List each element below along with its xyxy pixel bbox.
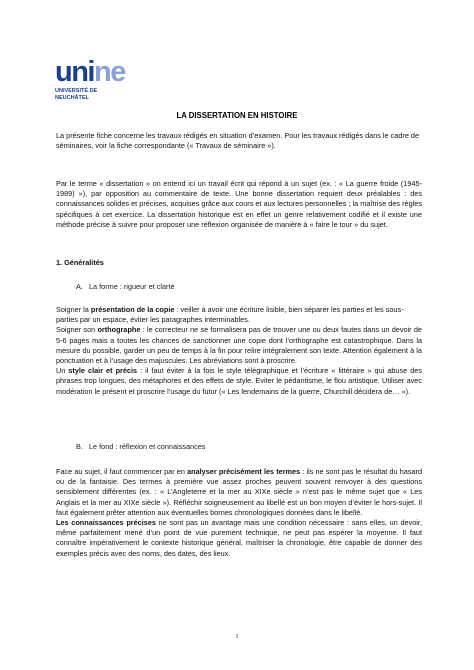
bold-term: analyser précisément les termes [187, 467, 301, 476]
bold-term: style clair et précis [68, 366, 138, 376]
page-number: 1 [235, 633, 239, 640]
text-run: Soigner son [56, 325, 98, 335]
text-run: : veiller à avoir une écriture lisible, bien séparer les parties et les sous-parties par un espace, éviter les paragraphes interminables. [56, 305, 404, 325]
logo-mark [55, 58, 135, 87]
text-run: Soigner la [56, 305, 91, 314]
logo-caption-line1: UNIVERSITÉ DE [55, 88, 98, 94]
subheading-b [76, 442, 205, 451]
knowledge-paragraph [56, 518, 422, 559]
document-title: LA DISSERTATION EN HISTOIRE [176, 111, 298, 120]
intro-paragraph-2 [56, 179, 422, 230]
text-run: ne sont pas un avantage mais une condition nécessaire : sans elles, un devoir, même parfaitement mené d’un point de vue purement technique, ne peut pas espérer la moyenne. Il faut connaître impérativement le contexte historique général, maîtriser la chronologie, être capable de donner des exemples précis avec des noms, des dates, des lieux. [56, 518, 422, 558]
text-run: : le correcteur ne se formalisera pas de trouver une ou deux fautes dans un devoir de 5-6 pages mais a toutes les chances de sanctionner une copie dont l’orthographe est catastrophique. Dans la mesure du possible, garder un peu de temps à la fin pour relire intégralement son texte. Attention également à la ponctuation et à l’usage des majuscules. Les abréviations sont à proscrire. [56, 325, 422, 366]
subheading-a [76, 282, 175, 291]
text-run: : il faut éviter à la fois le style télégraphique et l’écriture « littéraire » qui abuse des phrases trop longues, des métaphores et des effets de style. Eviter le pédantisme, le flou artistique. Utiliser avec modération le présent et proscrire l’usage du futur (« Les lendemains de la guerre, Churchill décidera de… »). [56, 366, 422, 396]
subheading-a-letter: A. [76, 282, 83, 291]
subheading-a-text: La forme : rigueur et clarté [89, 282, 175, 291]
intro-paragraph-1 [56, 131, 422, 151]
logo-uni-text: uni [55, 56, 94, 88]
presentation-paragraph [56, 305, 422, 325]
style-paragraph [56, 366, 422, 397]
subheading-b-text: Le fond : réflexion et connaissances [89, 442, 206, 451]
logo-ne-text: ne [94, 56, 125, 88]
bold-term: présentation de la copie [90, 305, 175, 314]
intro-p1-text: La présente fiche concerne les travaux rédigés en situation d’examen. Pour les travaux rédigés dans le cadre de séminaires, voir la fiche correspondante (« Travaux de séminaire »). [56, 131, 420, 151]
bold-term: orthographe [97, 325, 141, 335]
section-b-body [56, 467, 422, 559]
logo-caption-line2: NEUCHÂTEL [55, 94, 89, 101]
section-a-body [56, 305, 422, 397]
orthographe-paragraph [56, 325, 422, 366]
university-logo [55, 58, 135, 101]
logo-caption [55, 88, 135, 101]
intro-p2-text: Par le terme « dissertation » on entend ici un travail écrit qui répond à un sujet (ex. : « La guerre froide (1945-1989) »), par opposition au commentaire de texte. Une bonne dissertation requiert deux préalables : des connaissances solides et précises, acquises grâce aux cours et aux lectures personnelles ; la maîtrise des règles spécifiques à cet exercice. La dissertation historique est en effet un genre relativement codifié et il existe une méthode précise à suivre pour proposer une réflexion organisée de manière à « faire le tour » du sujet. [56, 179, 422, 229]
analysis-paragraph [56, 467, 422, 518]
bold-term: Les connaissances précises [56, 518, 156, 528]
text-run: : ils ne sont pas le résultat du hasard ou de la fantaisie. Des termes à première vue assez proches peuvent souvent renvoyer à des questions sensiblement différentes (ex. : « L’Angleterre et la mer au XIXe siècle » n’est pas le même sujet que « Les Anglais et la mer au XIXe siècle »). Réfléchir soigneusement au libellé est un bon moyen d’éviter le hors-sujet. Il faut également prêter attention aux éventuelles bornes chronologiques données dans le libellé. [56, 467, 422, 517]
text-run: Un [56, 366, 69, 376]
section-heading-generalites: 1. Généralités [56, 258, 104, 267]
subheading-b-letter: B. [76, 442, 83, 451]
text-run: Face au sujet, il faut commencer par en [56, 467, 188, 476]
